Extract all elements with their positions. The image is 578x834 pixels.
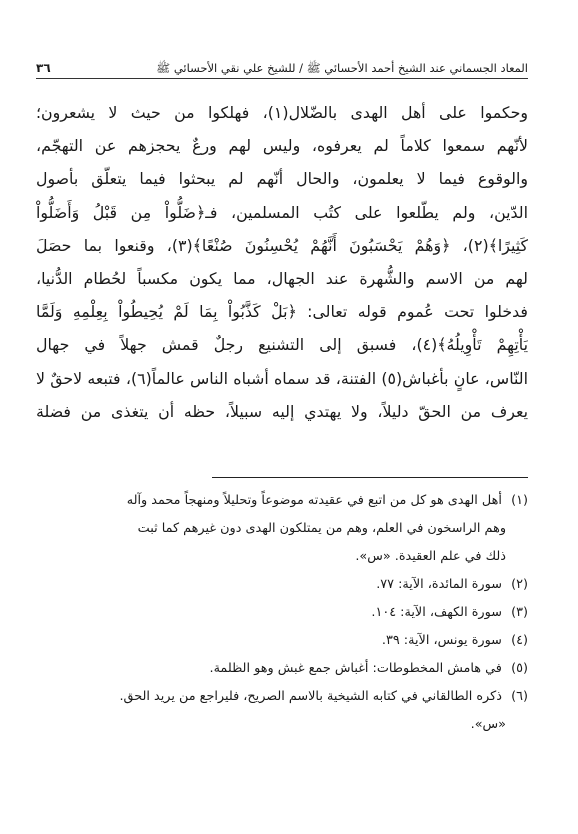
text-line: لأنّهم سمعوا كلاماً لم يعرفوه، وليس لهم ورعٌ يحجزهم عن التهجّم،	[36, 136, 528, 156]
footnote-number: (٤)	[511, 633, 528, 648]
footnote-number: (٣)	[511, 605, 528, 620]
footnote-1-continued	[36, 515, 528, 543]
footnotes	[36, 487, 528, 739]
footnote-6-continued	[36, 711, 528, 739]
footnote-text: سورة المائدة، الآية: ٧٧.	[376, 577, 502, 592]
footnote-number: (٦)	[511, 689, 528, 704]
footnote-3	[36, 599, 528, 627]
text-line: لهم من الاسم والشُّهرة عند الجهال، مما يكون مكسباً لحُطام الدُّنيا،	[36, 268, 528, 288]
text-line: والوقوع فيما لا يعلمون، والحال أنّهم لم يبحثوا فيما يتعلّق بأصول	[36, 169, 528, 189]
footnote-text: ذكره الطالقاني في كتابه الشيخية بالاسم الصريح، فليراجع من يريد الحق.	[119, 689, 502, 704]
footnote-4	[36, 627, 528, 655]
text-line: النّاس، عانٍ بأغباش(٥) الفتنة، قد سماه أشباه الناس عالماً(٦)، فتبعه لاحقٌ لا	[36, 368, 528, 388]
footnote-text: في هامش المخطوطات: أغباش جمع غبش وهو الظلمة.	[209, 661, 502, 676]
footnote-2	[36, 571, 528, 599]
footnote-6	[36, 683, 528, 711]
footnote-text: ذلك في علم العقيدة. «س».	[355, 549, 506, 564]
header-title: المعاد الجسماني عند الشيخ أحمد الأحسائي ﷺ / للشيخ علي نقي الأحسائي ﷺ	[156, 61, 528, 75]
text-line: يعرف من الحقّ دليلاً، ولا يهتدي إليه سبيلاً، حظه أن يتغذى من فضلة	[36, 401, 528, 421]
footnote-separator	[212, 477, 528, 478]
footnote-1-continued	[36, 543, 528, 571]
footnote-text: وهم الراسخون في العلم، وهم من يمتلكون الهدى دون غيرهم كما ثبت	[137, 521, 506, 536]
footnote-number: (١)	[511, 493, 528, 508]
page-number: ٣٦	[36, 61, 51, 75]
footnote-text: سورة يونس، الآية: ٣٩.	[381, 633, 502, 648]
footnote-text: سورة الكهف، الآية: ١٠٤.	[371, 605, 502, 620]
footnote-1	[36, 487, 528, 515]
footnote-text: «س».	[470, 717, 506, 732]
main-text	[36, 96, 528, 428]
text-line: يَأْتِهِمْ تَأْوِيلُهُ﴾(٤)، فسبق إلى التشنيع رجلٌ قمش جهلاً في جهال	[36, 335, 528, 355]
running-header	[36, 60, 528, 79]
footnote-number: (٥)	[511, 661, 528, 676]
footnote-number: (٢)	[511, 577, 528, 592]
text-line: فدخلوا تحت عُموم قوله تعالى: ﴿بَلْ كَذَّبُواْ بِمَا لَمْ يُحِيطُواْ بِعِلْمِهِ وَلَمَّا	[36, 302, 528, 322]
footnote-5	[36, 655, 528, 683]
footnote-text: أهل الهدى هو كل من اتبع في عقيدته موضوعاً وتحليلاً ومنهجاً محمد وآله	[126, 493, 502, 508]
text-line: الدّين، ولم يطّلعوا على كتُب المسلمين، فـ﴿ضَلُّواْ مِن قَبْلُ وَأَضَلُّواْ	[36, 202, 528, 222]
text-line: كَثِيرًا﴾(٢)، ﴿وَهُمْ يَحْسَبُونَ أَنَّهُمْ يُحْسِنُونَ صُنْعًا﴾(٣)، وقنعوا بما حصَلَ	[36, 235, 528, 255]
text-line: وحكموا على أهل الهدى بالضّلال(١)، فهلكوا من حيث لا يشعرون؛	[36, 103, 528, 122]
